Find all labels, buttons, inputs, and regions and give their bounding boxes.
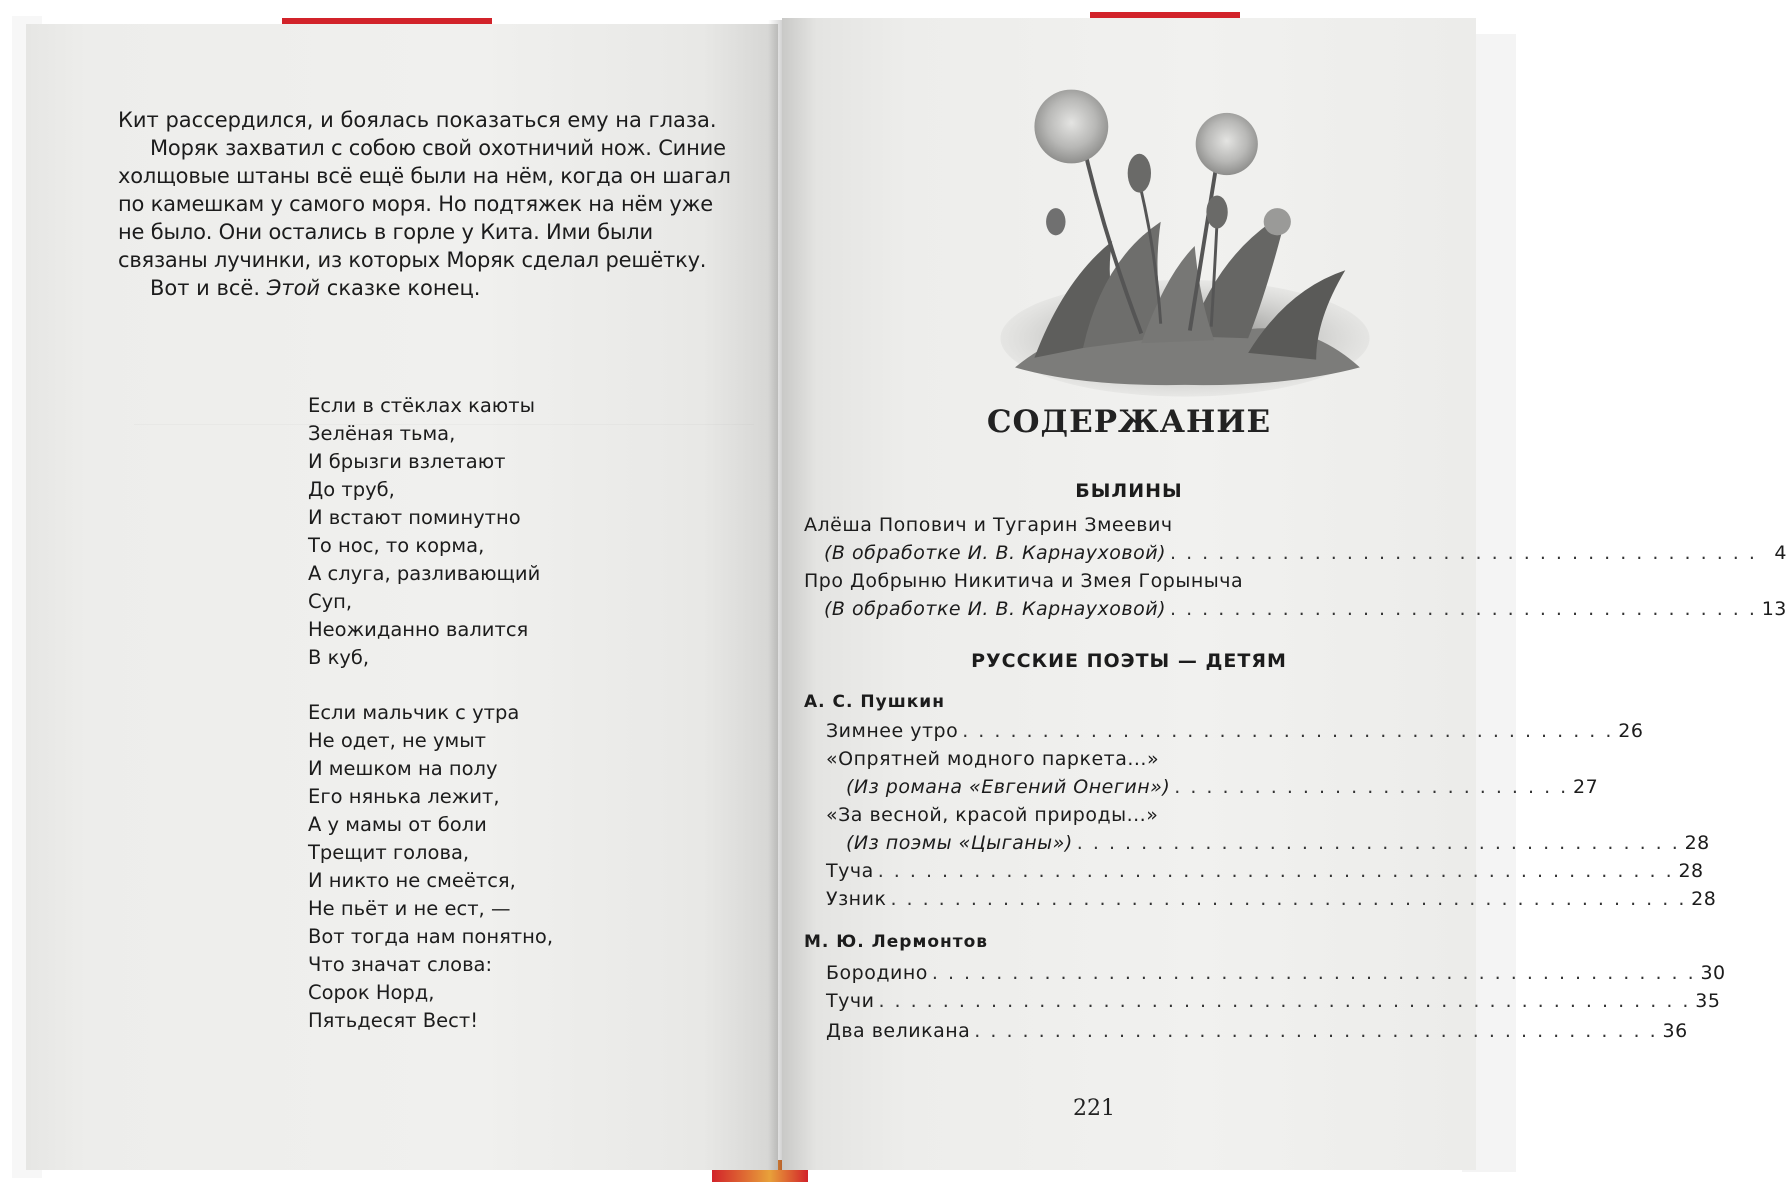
toc-entry-title: «Опрятней модного паркета...»	[826, 748, 1160, 770]
poem-stanza-2	[308, 699, 553, 1035]
poem-line: Если в стёклах каюты	[308, 394, 535, 417]
toc-entry-title: Алёша Попович и Тугарин Змеевич	[804, 514, 1173, 536]
right-page	[782, 18, 1787, 1170]
toc-entry	[824, 542, 1787, 564]
poem-line: Суп,	[308, 590, 353, 613]
leader-dots: . . . . . . . . . . . . . . . . . . . . . . . . . . . . . . . . . . . . . .	[1076, 832, 1680, 854]
toc-entry-title: Узник	[826, 888, 887, 910]
left-page	[26, 24, 778, 1170]
toc-entry	[824, 598, 1787, 620]
toc-entry-title: Зимнее утро	[826, 720, 959, 742]
poem-line: И встают поминутно	[308, 506, 521, 529]
story-text	[118, 106, 738, 302]
toc-entry-subtitle: (В обработке И. В. Карнауховой)	[824, 598, 1167, 620]
toc-entry	[826, 990, 1721, 1012]
toc-entry-subtitle: (Из поэмы «Цыганы»)	[846, 832, 1073, 854]
leader-dots: . . . . . . . . . . . . . . . . . . . . . . . . . . . . . . . . . . . . . . . . . . . . . . . . . .	[890, 888, 1687, 910]
toc-title: СОДЕРЖАНИЕ	[986, 404, 1272, 440]
leader-dots: . . . . . . . . . . . . . . . . . . . . . . . . .	[1174, 776, 1569, 798]
poem-line: А у мамы от боли	[308, 813, 487, 836]
page-reference: 28	[1691, 888, 1717, 910]
leader-dots: . . . . . . . . . . . . . . . . . . . . . . . . . . . . . . . . . . . . .	[1170, 542, 1757, 564]
page-reference: 27	[1573, 776, 1599, 798]
toc-entry-title: Тучи	[826, 990, 875, 1012]
poem-line: Неожиданно валится	[308, 618, 529, 641]
poem	[308, 392, 553, 1035]
page-reference: 4	[1774, 542, 1787, 564]
page-reference: 28	[1678, 860, 1704, 882]
poem-line: И мешком на полу	[308, 757, 498, 780]
poem-line: В куб,	[308, 646, 370, 669]
poem-line: Что значат слова:	[308, 953, 493, 976]
page-reference: 30	[1700, 962, 1726, 984]
toc-entry	[826, 962, 1726, 984]
leader-dots: . . . . . . . . . . . . . . . . . . . . . . . . . . . . . . . . . . . . . . . . .	[962, 720, 1614, 742]
poem-line: Сорок Норд,	[308, 981, 435, 1004]
poem-line: Не одет, не умыт	[308, 729, 486, 752]
toc-entry-title: Про Добрыню Никитича и Змея Горыныча	[804, 570, 1244, 592]
author-heading: А. С. Пушкин	[804, 692, 945, 712]
leader-dots: . . . . . . . . . . . . . . . . . . . . . . . . . . . . . . . . . . . . . . . . . . .	[974, 1020, 1658, 1042]
dandelion-illustration	[990, 76, 1380, 416]
toc-entry-title: Бородино	[826, 962, 928, 984]
author-heading: М. Ю. Лермонтов	[804, 932, 989, 952]
poem-line: Если мальчик с утра	[308, 701, 520, 724]
page-reference: 26	[1618, 720, 1644, 742]
emphasis-word: Этой	[266, 276, 321, 300]
leader-dots: . . . . . . . . . . . . . . . . . . . . . . . . . . . . . . . . . . . . .	[1170, 598, 1757, 620]
page-reference: 36	[1662, 1020, 1688, 1042]
toc-entry	[846, 776, 1599, 798]
page-reference: 13	[1761, 598, 1787, 620]
toc-entry-subtitle: (Из романа «Евгений Онегин»)	[846, 776, 1171, 798]
section-heading-poets: РУССКИЕ ПОЭТЫ — ДЕТЯМ	[971, 650, 1287, 672]
story-ending: Вот и всё. Этой сказке конец.	[150, 276, 481, 300]
toc-entry	[826, 1020, 1688, 1042]
page-number: 221	[1073, 1096, 1115, 1121]
poem-line: И брызги взлетают	[308, 450, 506, 473]
poem-line: Не пьёт и не ест, —	[308, 897, 511, 920]
leader-dots: . . . . . . . . . . . . . . . . . . . . . . . . . . . . . . . . . . . . . . . . . . . . . . . .	[931, 962, 1696, 984]
poem-line: Трещит голова,	[308, 841, 470, 864]
toc-entry	[846, 832, 1710, 854]
poem-stanza-1	[308, 392, 553, 672]
page-reference: 35	[1695, 990, 1721, 1012]
poem-line: До труб,	[308, 478, 395, 501]
leader-dots: . . . . . . . . . . . . . . . . . . . . . . . . . . . . . . . . . . . . . . . . . . . . . . . . . . .	[878, 990, 1691, 1012]
story-paragraph-2: Моряк захватил с собою свой охотничий нож. Синие холщовые штаны всё ещё были на нём, когда он шагал по камешкам у самого моря. Но подтяжек на нём уже не было. Они остались в горле у Кита. Ими были связаны лучинки, из которых Моряк сделал решётку.	[118, 136, 731, 272]
toc-entry	[826, 860, 1704, 882]
section-heading-byliny: БЫЛИНЫ	[1075, 480, 1183, 502]
story-paragraph-1: Кит рассердился, и боялась показаться ему на глаза.	[118, 108, 717, 132]
page-reference: 28	[1684, 832, 1710, 854]
poem-line: А слуга, разливающий	[308, 562, 541, 585]
poem-line: Пятьдесят Вест!	[308, 1009, 479, 1032]
toc-entry	[826, 720, 1644, 742]
toc-entry-title: Два великана	[826, 1020, 971, 1042]
poem-line: И никто не смеётся,	[308, 869, 516, 892]
toc-entry-title: Туча	[826, 860, 874, 882]
toc-entry-subtitle: (В обработке И. В. Карнауховой)	[824, 542, 1167, 564]
poem-line: То нос, то корма,	[308, 534, 485, 557]
leader-dots: . . . . . . . . . . . . . . . . . . . . . . . . . . . . . . . . . . . . . . . . . . . . . . . . . .	[877, 860, 1674, 882]
poem-line: Его нянька лежит,	[308, 785, 500, 808]
toc-entry	[826, 888, 1717, 910]
poem-line: Вот тогда нам понятно,	[308, 925, 554, 948]
toc-entry-title: «За весной, красой природы...»	[826, 804, 1159, 826]
poem-line: Зелёная тьма,	[308, 422, 456, 445]
